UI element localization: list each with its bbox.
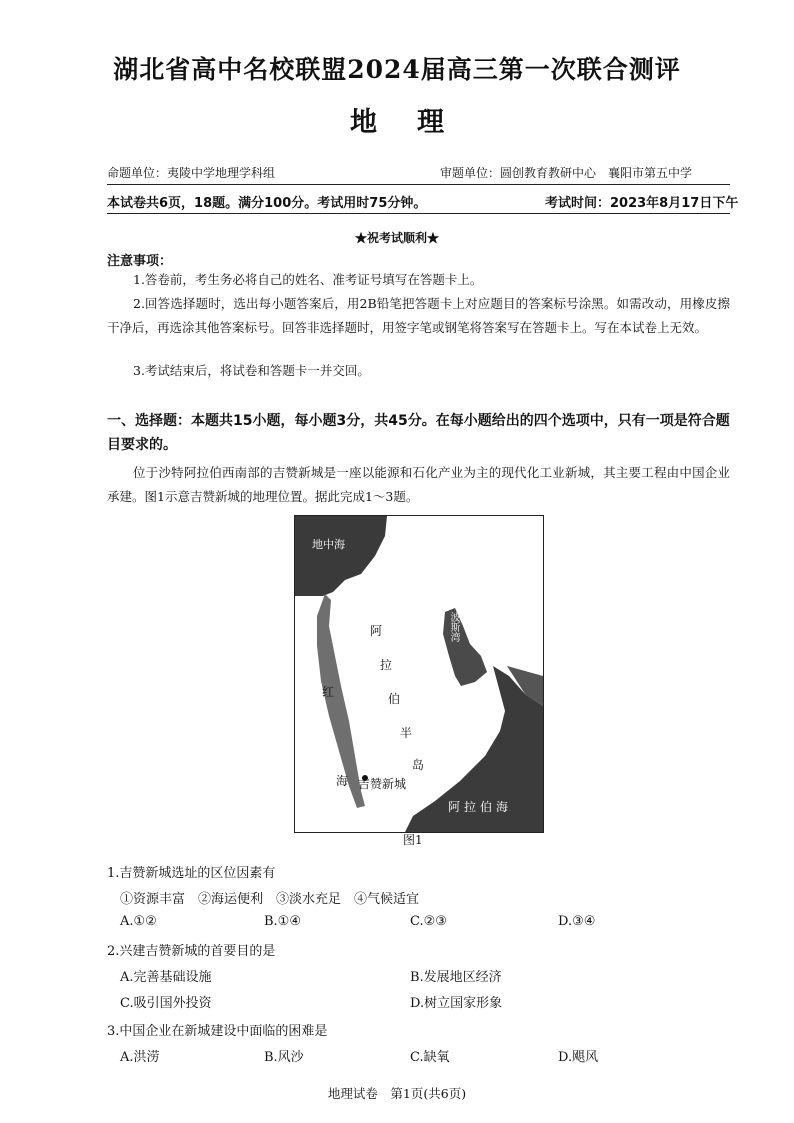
notice-item-1: 1.答卷前，考生务必将自己的姓名、准考证号填写在答题卡上。	[133, 272, 483, 287]
passage: 位于沙特阿拉伯西南部的吉赞新城是一座以能源和石化产业为主的现代化工业新城，其主要工程由中国企业承建。图1示意吉赞新城的地理位置。据此完成1～3题。	[107, 465, 730, 504]
question-2-stem: 2.兴建吉赞新城的首要目的是	[107, 944, 276, 959]
label-arabia-3: 伯	[388, 692, 401, 706]
label-arabia-2: 拉	[380, 658, 393, 672]
q1-option-c[interactable]: C.②③	[410, 914, 447, 929]
q2-option-d[interactable]: D.树立国家形象	[410, 996, 503, 1011]
q3-option-c[interactable]: C.缺氧	[410, 1050, 450, 1065]
mediterranean-shape	[295, 516, 387, 596]
q1-option-d[interactable]: D.③④	[558, 914, 596, 929]
divider-bottom	[107, 213, 730, 214]
setter-unit: 命题单位：夷陵中学地理学科组	[107, 166, 276, 180]
q2-option-c[interactable]: C.吸引国外投资	[120, 996, 212, 1011]
exam-title: 湖北省高中名校联盟2024届高三第一次联合测评	[113, 55, 681, 84]
section-heading: 一、选择题：本题共15小题，每小题3分，共45分。在每小题给出的四个选项中，只有一项是符合题目要求的。	[107, 413, 730, 453]
label-arabia-1: 阿	[370, 624, 383, 638]
q3-option-a[interactable]: A.洪涝	[120, 1050, 160, 1065]
q3-option-b[interactable]: B.风沙	[264, 1050, 304, 1065]
label-mediterranean: 地中海	[312, 538, 345, 551]
notice-item-3: 3.考试结束后，将试卷和答题卡一并交回。	[133, 363, 370, 378]
label-arabia-5: 岛	[412, 758, 425, 772]
q1-option-b[interactable]: B.①④	[264, 914, 301, 929]
label-red-sea-2: 海	[336, 774, 349, 788]
exam-time: 考试时间：2023年8月17日下午	[545, 196, 739, 211]
figure-1-map	[294, 515, 544, 833]
page-footer: 地理试卷 第1页(共6页)	[327, 1086, 467, 1101]
label-arabia-4: 半	[400, 726, 413, 740]
notice-heading: 注意事项：	[107, 254, 173, 269]
reviewer-unit: 审题单位：圆创教育教研中心 襄阳市第五中学	[440, 166, 693, 180]
subject-title: 地理	[350, 107, 484, 138]
question-1-stem: 1.吉赞新城选址的区位因素有	[107, 866, 276, 881]
good-luck-banner: ★祝考试顺利★	[354, 231, 439, 245]
label-gulf: 波斯湾	[448, 612, 459, 642]
notice-item-2: 2.回答选择题时，选出每小题答案后，用2B铅笔把答题卡上对应题目的答案标号涂黑。如需改动，用橡皮擦干净后，再选涂其他答案标号。回答非选择题时，用签字笔或钢笔将答案写在答题卡上。写在本试卷上无效。	[107, 296, 730, 335]
question-1-statements: ①资源丰富 ②海运便利 ③淡水充足 ④气候适宜	[120, 892, 420, 907]
figure-caption: 图1	[403, 833, 423, 847]
divider-top	[107, 184, 730, 185]
q2-option-a[interactable]: A.完善基础设施	[120, 970, 212, 985]
q3-option-d[interactable]: D.飓风	[558, 1050, 599, 1065]
exam-info: 本试卷共6页，18题。满分100分。考试用时75分钟。	[107, 196, 427, 211]
question-3-stem: 3.中国企业在新城建设中面临的困难是	[107, 1024, 328, 1039]
label-arabian-sea: 阿拉伯海	[448, 800, 513, 814]
map-svg	[295, 516, 543, 832]
label-red-sea-1: 红	[322, 685, 335, 699]
q2-option-b[interactable]: B.发展地区经济	[410, 970, 502, 985]
q1-option-a[interactable]: A.①②	[120, 914, 157, 929]
label-city: 吉赞新城	[358, 777, 407, 791]
